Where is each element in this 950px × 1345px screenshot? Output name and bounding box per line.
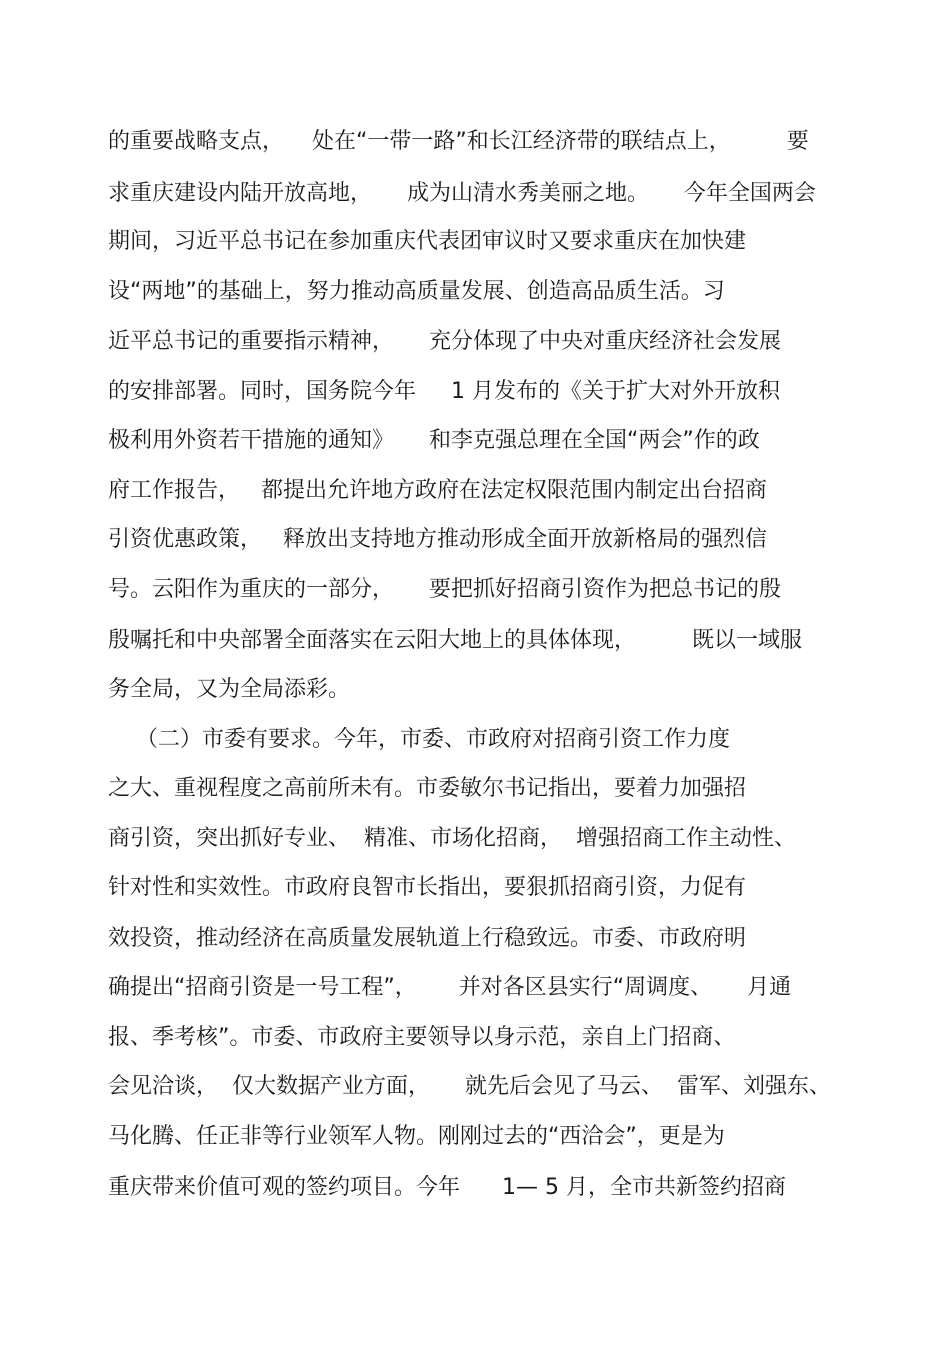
text-line: 殷嘱托和中央部署全面落实在云阳大地上的具体体现， 既以一域服 <box>108 628 802 653</box>
text-line: 引资优惠政策， 释放出支持地方推动形成全面开放新格局的强烈信 <box>108 527 767 552</box>
text-line: 确提出“招商引资是一号工程”， 并对各区县实行“周调度、 月通 <box>108 975 792 1000</box>
paragraph-heading-line: （二）市委有要求。今年，市委、市政府对招商引资工作力度 <box>108 727 730 752</box>
text-line: 近平总书记的重要指示精神， 充分体现了中央对重庆经济社会发展 <box>108 329 781 354</box>
text-line: 的安排部署。同时，国务院今年 1 月发布的《关于扩大对外开放积 <box>108 379 780 404</box>
text-line: 务全局，又为全局添彩。 <box>108 677 351 702</box>
text-line: 期间，习近平总书记在参加重庆代表团审议时又要求重庆在加快建 <box>108 229 747 254</box>
text-line: 针对性和实效性。市政府良智市长指出，要狠抓招商引资，力促有 <box>108 875 747 900</box>
text-line: 的重要战略支点， 处在“一带一路”和长江经济带的联结点上， 要 <box>108 129 809 154</box>
text-line: 重庆带来价值可观的签约项目。今年 1— 5 月，全市共新签约招商 <box>108 1175 786 1200</box>
text-line: 之大、重视程度之高前所未有。市委敏尔书记指出，要着力加强招 <box>108 776 747 801</box>
text-line: 马化腾、任正非等行业领军人物。刚刚过去的“西洽会”，更是为 <box>108 1124 725 1149</box>
text-line: 府工作报告， 都提出允许地方政府在法定权限范围内制定出台招商 <box>108 478 767 503</box>
text-line: 效投资，推动经济在高质量发展轨道上行稳致远。市委、市政府明 <box>108 926 747 951</box>
text-line: 会见洽谈， 仅大数据产业方面， 就先后会见了马云、 雷军、刘强东、 <box>108 1074 831 1099</box>
text-line: 商引资，突出抓好专业、 精准、市场化招商， 增强招商工作主动性、 <box>108 826 796 851</box>
text-line: 号。云阳作为重庆的一部分， 要把抓好招商引资作为把总书记的殷 <box>108 577 781 602</box>
text-line: 求重庆建设内陆开放高地， 成为山清水秀美丽之地。 今年全国两会 <box>108 181 816 206</box>
text-line: 报、季考核”。市委、市政府主要领导以身示范，亲自上门招商、 <box>108 1025 736 1050</box>
text-line: 设“两地”的基础上，努力推动高质量发展、创造高品质生活。习 <box>108 279 725 304</box>
text-line: 极利用外资若干措施的通知》 和李克强总理在全国“两会”作的政 <box>108 428 760 453</box>
